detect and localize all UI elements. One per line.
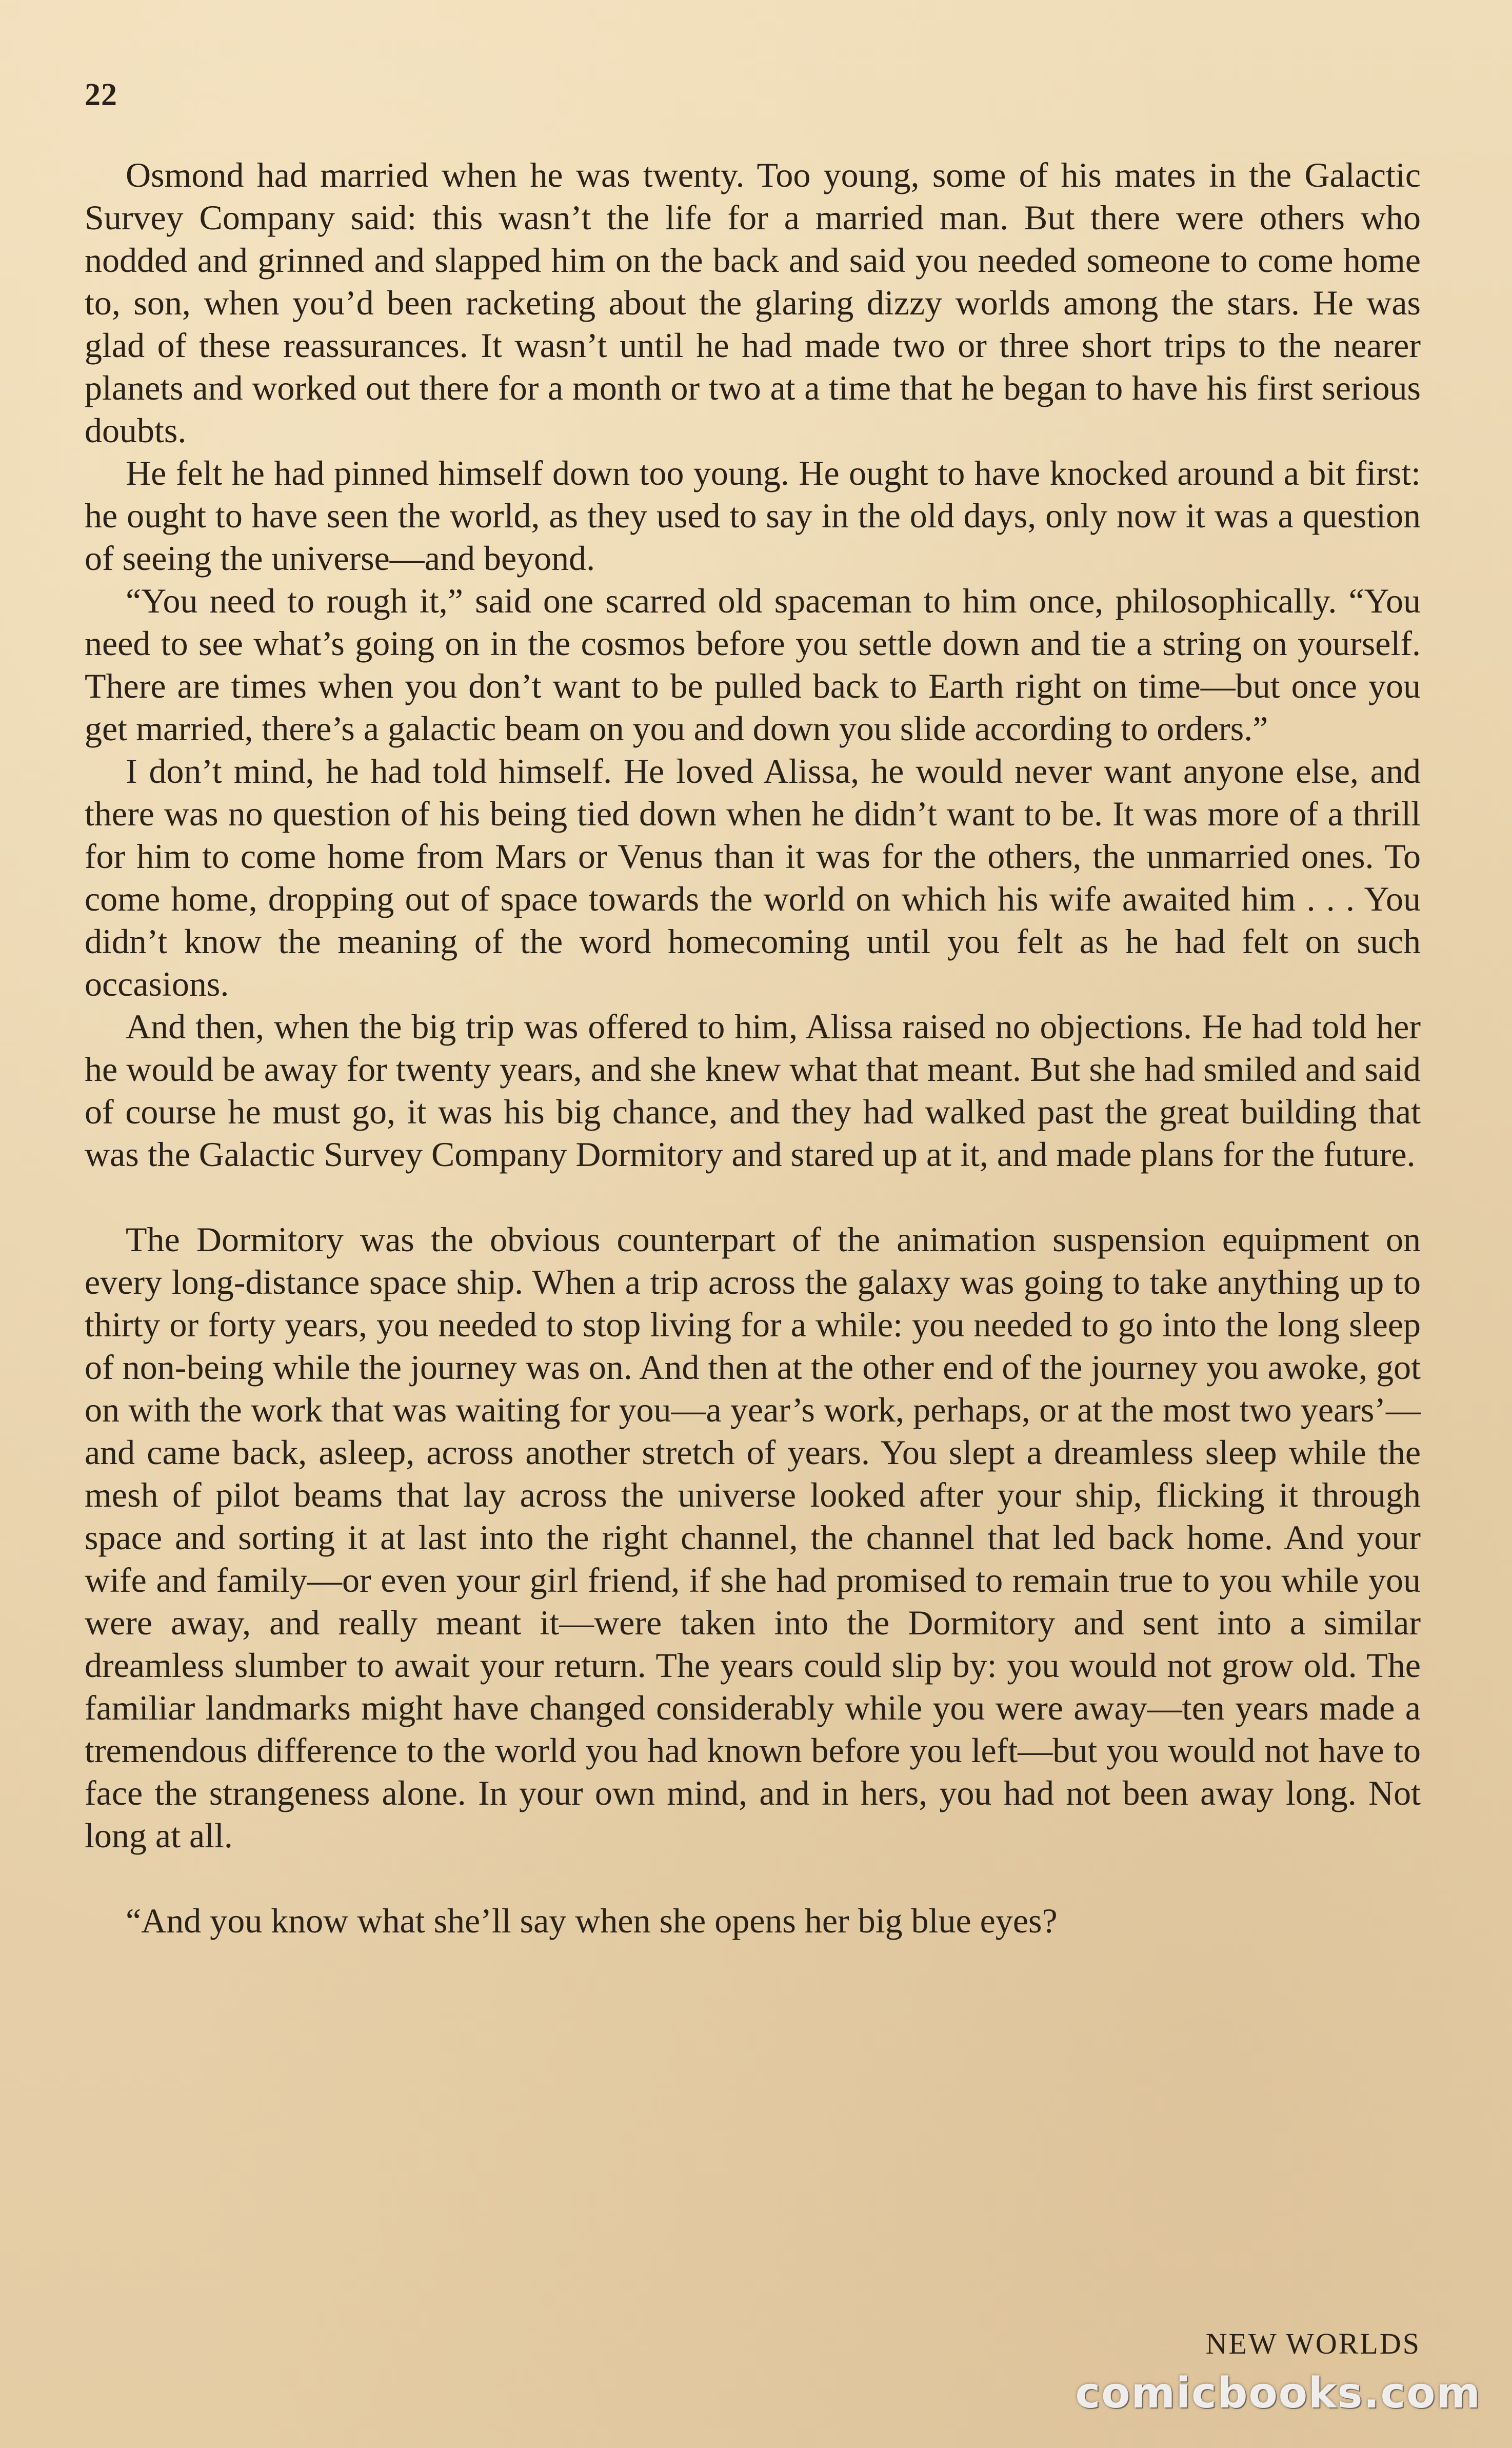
section-break [85, 1176, 1421, 1218]
watermark: comicbooks.com [1075, 2369, 1481, 2418]
page-number: 22 [85, 77, 117, 112]
paragraph-2: He felt he had pinned himself down too young. He ought to have knocked around a bit first: he ought to have seen the world, as they used to say in the old days, only now it was a question of seeing the universe—and beyond. [85, 453, 1421, 578]
paragraph-3: “You need to rough it,” said one scarred old spaceman to him once, philosophically. “You need to see what’s going on in the cosmos before you settle down and tie a string on yourself. There are times when you don’t want to be pulled back to Earth right on time—but once you get married, there’s a galactic beam on you and down you slide according to orders.” [85, 581, 1421, 748]
magazine-footer: NEW WORLDS [1205, 2327, 1421, 2360]
paragraph-5: And then, when the big trip was offered to him, Alissa raised no objections. He had told her he would be away for twenty years, and she knew what that meant. But she had smiled and said of course he must go, it was his big chance, and they had walked past the great building that was the Galactic Survey Company Dormitory and stared up at it, and made plans for the future. [85, 1007, 1421, 1174]
paragraph-7: “And you know what she’ll say when she opens her big blue eyes? [126, 1901, 1058, 1940]
paragraph-4: I don’t mind, he had told himself. He loved Alissa, he would never want anyone else, and there was no question of his being tied down when he didn’t want to be. It was more of a thrill for him to come home from Mars or Venus than it was for the others, the unmarried ones. To come home, dropping out of space towards the world on which his wife awaited him . . . You didn’t know the meaning of the word homecoming until you felt as he had felt on such occasions. [85, 752, 1421, 1003]
paragraph-6: The Dormitory was the obvious counterpart of the animation suspension equipment on every long-distance space ship. When a trip across the galaxy was going to take anything up to thirty or forty years, you needed to stop living for a while: you needed to go into the long sleep of non-being while the journey was on. And then at the other end of the journey you awoke, got on with the work that was waiting for you—a year’s work, perhaps, or at the most two years’—and came back, asleep, across another stretch of years. You slept a dreamless sleep while the mesh of pilot beams that lay across the universe looked after your ship, flicking it through space and sorting it at last into the right channel, the channel that led back home. And your wife and family—or even your girl friend, if she had promised to remain true to you while you were away, and really meant it—were taken into the Dormitory and sent into a similar dreamless slumber to await your return. The years could slip by: you would not grow old. The familiar landmarks might have changed considerably while you were away—ten years made a tremendous difference to the world you had known before you left—but you would not have to face the strangeness alone. In your own mind, and in hers, you had not been away long. Not long at all. [85, 1220, 1421, 1855]
paragraph-1: Osmond had married when he was twenty. Too young, some of his mates in the Galactic Survey Company said: this wasn’t the life for a married man. But there were others who nodded and grinned and slapped him on the back and said you needed someone to come home to, son, when you’d been racketing about the glaring dizzy worlds among the stars. He was glad of these reassurances. It wasn’t until he had made two or three short trips to the nearer planets and worked out there for a month or two at a time that he began to have his first serious doubts. [85, 155, 1421, 450]
section-break [85, 1857, 1421, 1900]
article-body [85, 154, 1421, 1942]
